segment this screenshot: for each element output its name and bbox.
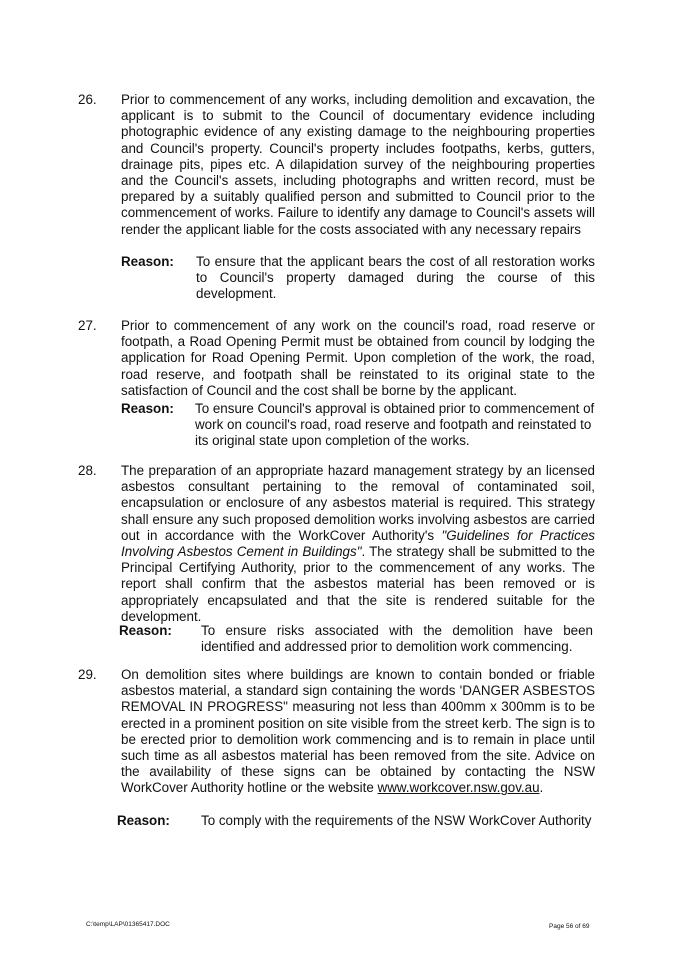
- condition-text-part: . The strategy shall be submitted to the Principal Certifying Authority, prior to the commencement of any works. The report shall confirm that the asbestos material has been removed or is appropriately encapsulated and that the site is rendered suitable for the development.: [121, 544, 596, 624]
- condition-number: 26.: [78, 92, 97, 107]
- guidelines-title: "Guidelines for Practices Involving Asbestos Cement in Buildings": [121, 527, 595, 560]
- condition-text-part: .: [539, 780, 544, 796]
- reason-text: To ensure that the applicant bears the cost of all restoration works to Council's property damaged during the course of this development.: [196, 254, 595, 302]
- reason-label: Reason:: [121, 401, 174, 416]
- footer-page-number: Page 56 of 69: [549, 923, 590, 930]
- workcover-website-link[interactable]: www.workcover.nsw.gov.au: [377, 780, 540, 796]
- condition-number: 28.: [78, 463, 97, 478]
- reason-text: To ensure Council's approval is obtained prior to commencement of work on council's road, road reserve and footpath and reinstated to its original state upon completion of the works.: [195, 401, 595, 449]
- reason-label: Reason:: [121, 254, 174, 269]
- condition-text: Prior to commencement of any works, including demolition and excavation, the applicant is to submit to the Council of documentary evidence including photographic evidence of any existing damage to the neighbouring properties and Council's property. Council's property includes footpaths, kerbs, gutters, drainage pits, pipes etc. A dilapidation survey of the neighbouring properties and the Council's assets, including photographs and written record, must be prepared by a suitably qualified person and submitted to Council prior to the commencement of works. Failure to identify any damage to Council's assets will render the applicant liable for the costs associated with any necessary repairs: [121, 92, 595, 237]
- condition-text-part: The preparation of an appropriate hazard management strategy by an licensed asbestos consultant pertaining to the removal of contaminated soil, encapsulation or enclosure of any asbestos material is required. This strategy shall ensure any such proposed demolition works involving asbestos are carried out in accordance with the WorkCover Authority's: [121, 463, 595, 543]
- condition-text-part: On demolition sites where buildings are known to contain bonded or friable asbestos material, a standard sign containing the words 'DANGER ASBESTOS REMOVAL IN PROGRESS" measuring not less than 400mm x 300mm is to be erected in a prominent position on site visible from the street kerb. The sign is to be erected prior to demolition work commencing and is to remain in place until such time as all asbestos material has been removed from the site. Advice on the availability of these signs can be obtained by contacting the NSW WorkCover Authority hotline or the website: [121, 667, 595, 796]
- reason-label: Reason:: [117, 813, 170, 828]
- condition-text: [121, 463, 595, 625]
- condition-number: 29.: [78, 667, 97, 682]
- condition-number: 27.: [78, 318, 97, 333]
- condition-text: Prior to commencement of any work on the council's road, road reserve or footpath, a Road Opening Permit must be obtained from council by lodging the application for Road Opening Permit. Upon completion of the work, the road, road reserve, and footpath shall be reinstated to its original state to the satisfaction of Council and the cost shall be borne by the applicant.: [121, 318, 595, 398]
- reason-text: To ensure risks associated with the demolition have been identified and addressed prior to demolition work commencing.: [201, 623, 593, 655]
- footer-file-path: C:\temp\LAP\01365417.DOC: [86, 921, 170, 928]
- condition-text: [121, 667, 595, 797]
- reason-label: Reason:: [119, 623, 172, 638]
- reason-text: To comply with the requirements of the NSW WorkCover Authority: [201, 813, 592, 828]
